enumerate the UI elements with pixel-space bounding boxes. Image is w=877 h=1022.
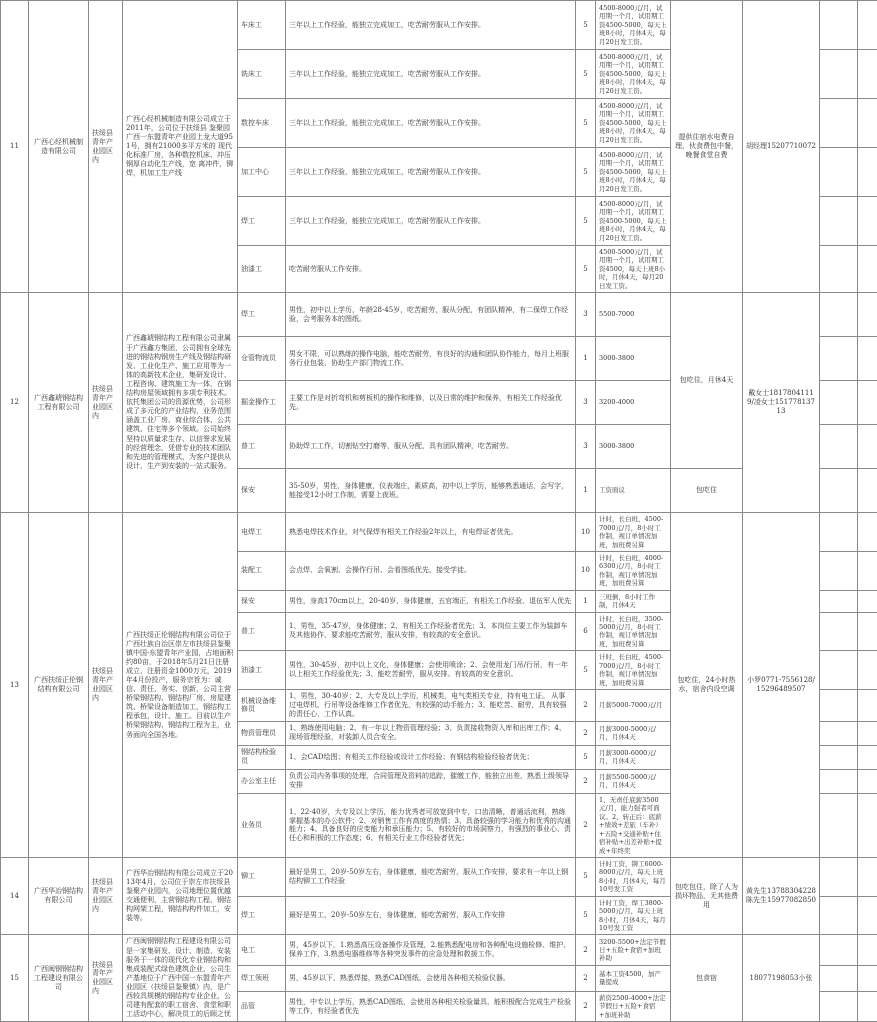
company-contact: 小罗0771-7556128/15296489507 xyxy=(743,513,820,858)
job-headcount: 10 xyxy=(576,513,596,552)
company-location: 扶绥县青年产业园区内 xyxy=(89,935,123,1022)
company-contact: 戴女士18178041119/凌女士15177813713 xyxy=(743,293,820,513)
empty-cell xyxy=(858,857,877,896)
job-requirement: 三年以上工作经验，能独立完成加工，吃苦耐劳服从工作安排。 xyxy=(286,197,576,246)
job-pay: 工资面议 xyxy=(596,469,671,513)
empty-cell xyxy=(858,935,877,965)
job-pay: 4500-5000元/月，试用期一个月，试用期工资4500，每天上班8小时，月休4天，每月20日发工资。 xyxy=(596,246,671,293)
empty-cell xyxy=(858,197,877,246)
welfare-extra: 包吃住 xyxy=(671,469,743,513)
empty-cell xyxy=(820,769,858,793)
company-no: 12 xyxy=(1,293,29,513)
empty-cell xyxy=(858,721,877,745)
job-pay: 计时，长白班，3500-5000元/月，8小时工作制，视订单情况加班，加班费另算 xyxy=(596,612,671,651)
empty-cell xyxy=(820,690,858,722)
company-location: 扶绥县青年产业园区内 xyxy=(89,293,123,513)
company-location: 扶绥县青年产业园区内 xyxy=(89,1,123,293)
job-headcount: 2 xyxy=(576,690,596,722)
empty-cell xyxy=(858,769,877,793)
company-name: 广西闽钢钢结构工程建设有限公司 xyxy=(29,935,89,1022)
job-requirement: 1、熟练使用电脑；2、有一年以上物资管理经验；3、负责接收物资入库和出库工作；4、现场管理经验，对装卸人员合安全。 xyxy=(286,721,576,745)
table-row xyxy=(1,513,877,552)
job-title: 油漆工 xyxy=(238,246,286,293)
empty-cell xyxy=(858,50,877,99)
job-title: 电焊工 xyxy=(238,513,286,552)
job-title: 焊工领班 xyxy=(238,965,286,991)
job-requirement: 1、男性，35-47岁，身体健康；2、有相关工作经验者优先；3、本岗位主要工作为装卸车及其他协作，要求能吃苦耐劳，服从安排，有较高的安全意识。 xyxy=(286,612,576,651)
table-row xyxy=(1,1,877,50)
empty-cell xyxy=(820,148,858,197)
job-requirement: 负责公司内务事项的处理，合同管理及资料的追踪，催缴工作，能独立出差，熟悉上级领导安排 xyxy=(286,769,576,793)
company-name: 广西华冶钢结构有限公司 xyxy=(29,857,89,935)
company-name: 广西扶绥正伦钢结构有限公司 xyxy=(29,513,89,858)
job-pay: 月薪5000-7000元/月 xyxy=(596,690,671,722)
job-requirement: 1、会CAD绘图；有相关工作经验或设计工作经验；有钢结构检验经验者优先； xyxy=(286,745,576,769)
empty-cell xyxy=(858,469,877,513)
job-title: 仓管物流员 xyxy=(238,337,286,381)
job-headcount: 2 xyxy=(576,965,596,991)
job-requirement: 主要工作是对折弯机和剪板机的操作和维修，以及日常的维护和保养，有相关工作经验优先。 xyxy=(286,381,576,425)
job-requirement: 男性，身高170cm以上，20-40岁，身体健康，五官端正，有相关工作经验、退伍军人优先 xyxy=(286,590,576,612)
job-headcount: 5 xyxy=(576,50,596,99)
job-headcount: 5 xyxy=(576,896,596,935)
job-title: 品管 xyxy=(238,991,286,1021)
job-headcount: 1 xyxy=(576,337,596,381)
job-title: 车床工 xyxy=(238,1,286,50)
job-requirement: 男女不限，可以熟练的操作电脑，能吃苦耐劳，有良好的沟通和团队协作能力，每月上班服务行业包装，协助生产部门物流工作。 xyxy=(286,337,576,381)
empty-cell xyxy=(820,991,858,1021)
empty-cell xyxy=(858,293,877,337)
company-no: 15 xyxy=(1,935,29,1022)
job-pay: 计时，长白班，4500-7000元/月，8小时工作制，视订单情况加班，加班费另算 xyxy=(596,651,671,690)
job-title: 掘金操作工 xyxy=(238,381,286,425)
job-title: 装配工 xyxy=(238,551,286,590)
empty-cell xyxy=(858,690,877,722)
empty-cell xyxy=(858,612,877,651)
job-pay: 月薪3000-5000元/月，月休4天 xyxy=(596,721,671,745)
empty-cell xyxy=(820,1,858,50)
empty-cell xyxy=(858,148,877,197)
job-requirement: 男性，30-45岁，初中以上文化，身体健康；会使用喷涂；2、会使用龙门吊/行吊，有一年以上相关工作经验优先；3、能吃苦耐劳，服从安排。有较高的安全意识。 xyxy=(286,651,576,690)
empty-cell xyxy=(858,425,877,469)
job-requirement: 三年以上工作经验，能独立完成加工，吃苦耐劳服从工作安排。 xyxy=(286,99,576,148)
job-headcount: 2 xyxy=(576,769,596,793)
job-title: 焊工 xyxy=(238,197,286,246)
job-headcount: 1 xyxy=(576,469,596,513)
company-intro: 广西心经机械制造有限公司成立于2011年，公司位于扶绥县 鉴聚园广西一东盟青年产业园上龙大道951号，拥有21000多平方米的 现代化标准厂房，各种数控机床、冲压钢厚自动化生产线，宽 离冲件，铆焊，机加工生产线 xyxy=(123,1,238,293)
job-title: 加工中心 xyxy=(238,148,286,197)
job-headcount: 10 xyxy=(576,551,596,590)
company-location: 扶绥县青年产业园区内 xyxy=(89,513,123,858)
job-headcount: 1 xyxy=(576,590,596,612)
empty-cell xyxy=(820,337,858,381)
job-title: 普工 xyxy=(238,425,286,469)
job-title: 电工 xyxy=(238,935,286,965)
company-intro: 广西鑫琥钢结构工程有限公司隶属于广西鑫方集团，公司拥有全球先进的钢结构钢房生产线及钢结构研发、工业化生产、施工应用等为一体的高新技术企业，集研发设计、工程咨询、建筑施工为一体，在钢结构房屋领域拥有多项专利技术。依托集团公司的资源优势，公司形成了多元化的产业结构，业务范围涵盖工业厂房、商业综合体、公共建筑、住宅等多个领域。公司始终坚持以质量求生存、以信誉求发展的经营理念，凭借专业的技术团队和先进的管理模式，为客户提供从设计、生产到安装的一站式服务。 xyxy=(123,293,238,513)
job-pay: 4500-8000元/月，试用期一个月，试用期工资4500-5000，每天上班8小时，月休4天，每月20日发工资。 xyxy=(596,50,671,99)
job-requirement: 男性，中专以上学历，熟悉CAD图纸，会使用各种相关检验量具，能积极配合完成生产检验等工作，有经验者优先 xyxy=(286,991,576,1021)
job-pay: 4500-8000元/月，试用期一个月，试用期工资4500-5000，每天上班8小时，月休4天，每月20日发工资。 xyxy=(596,99,671,148)
table-body xyxy=(1,1,877,1022)
company-no: 13 xyxy=(1,513,29,858)
company-welfare: 包食宿 xyxy=(671,935,743,1022)
job-pay: 基本工资4500，加产量提成 xyxy=(596,965,671,991)
empty-cell xyxy=(858,513,877,552)
job-pay: 薪资2500-4000+法定节假日+五险+食宿+加班补助 xyxy=(596,991,671,1021)
job-requirement: 35-50岁，男性，身体健康，仪表端庄，素质高，初中以上学历，能够熟悉通话，会写字，能接受12小时工作制，需要上夜班。 xyxy=(286,469,576,513)
job-pay: 3200-5500+法定节假日+五险+食宿+加班补助 xyxy=(596,935,671,965)
job-title: 铣床工 xyxy=(238,50,286,99)
job-pay: 4500-8000元/月，试用期一个月，试用期工资4500-5000，每天上班8小时，月休4天，每月20日发工资。 xyxy=(596,1,671,50)
empty-cell xyxy=(820,293,858,337)
job-pay: 计时，长白班，4000-6300元/月，8小时工作制，视订单情况加班，加班费另算 xyxy=(596,551,671,590)
job-pay: 三班倒，8小时工作制，月休4天 xyxy=(596,590,671,612)
job-headcount: 2 xyxy=(576,721,596,745)
empty-cell xyxy=(858,965,877,991)
job-pay: 4500-8000元/月，试用期一个月，试用期工资4500-5000，每天上班8小时，月休4天，每月20日发工资。 xyxy=(596,197,671,246)
job-title: 业务员 xyxy=(238,793,286,857)
job-requirement: 男性，初中以上学历，年龄28-45岁，吃苦耐劳，服从分配，有团队精神，有二保焊工作经验，会考服务本的图纸。 xyxy=(286,293,576,337)
job-pay: 月薪3000-6000元/月，月休4天 xyxy=(596,745,671,769)
empty-cell xyxy=(820,425,858,469)
empty-cell xyxy=(858,381,877,425)
empty-cell xyxy=(820,857,858,896)
job-requirement: 最好是男工，20岁-50岁左右，身体健康，能吃苦耐劳，服从工作安排，要求有一年以上钢结构铆工工作经验 xyxy=(286,857,576,896)
empty-cell xyxy=(820,721,858,745)
job-requirement: 会点焊、会氧割、会操作行吊、会看图纸优先，接受学徒。 xyxy=(286,551,576,590)
job-headcount: 5 xyxy=(576,246,596,293)
empty-cell xyxy=(820,793,858,857)
empty-cell xyxy=(858,793,877,857)
company-contact: 胡经理15207710072 xyxy=(743,1,820,293)
job-pay: 5500-7000 xyxy=(596,293,671,337)
company-location: 扶绥县青年产业园区内 xyxy=(89,857,123,935)
empty-cell xyxy=(820,197,858,246)
job-title: 机械设备维修员 xyxy=(238,690,286,722)
job-pay: 3200-4000 xyxy=(596,381,671,425)
company-welfare: 包吃包住，除了人为损坏物品，无其他费用 xyxy=(671,857,743,935)
job-headcount: 2 xyxy=(576,991,596,1021)
job-title: 普工 xyxy=(238,612,286,651)
empty-cell xyxy=(820,50,858,99)
empty-cell xyxy=(820,246,858,293)
job-title: 数控车床 xyxy=(238,99,286,148)
job-requirement: 三年以上工作经验，能独立完成加工，吃苦耐劳服从工作安排。 xyxy=(286,148,576,197)
empty-cell xyxy=(858,99,877,148)
company-welfare: 包吃住，24小时热水，宿舍内设空调 xyxy=(671,513,743,858)
company-welfare: 提供住宿水电费自理，伙食费包中餐，晚餐食堂自费 xyxy=(671,1,743,293)
job-headcount: 5 xyxy=(576,857,596,896)
company-intro: 广西闽钢钢结构工程建设有限公司是一家集研发、设计、制造、安装服务于一体的现代化专业钢结构和集成装配式绿色建筑企业，公司生产基地位于广西中国一东盟青年产业园区（扶绥县鉴聚镇）内，是广西较具规模的钢结构专业企业，公司建有配套的职工宿舍、食堂和职工活动中心，解决员工的后顾之忧 xyxy=(123,935,238,1022)
job-pay: 计时，长白班，4500-7000元/月，8小时工作制，视订单情况加班，加班费另算 xyxy=(596,513,671,552)
empty-cell xyxy=(858,1,877,50)
job-title: 保安 xyxy=(238,590,286,612)
job-title: 钢结构检验员 xyxy=(238,745,286,769)
company-name: 广西心经机械制造有限公司 xyxy=(29,1,89,293)
job-title: 油漆工 xyxy=(238,651,286,690)
job-pay: 3000-3800 xyxy=(596,337,671,381)
job-headcount: 5 xyxy=(576,197,596,246)
company-name: 广西鑫琥钢结构工程有限公司 xyxy=(29,293,89,513)
job-requirement: 三年以上工作经验，能独立完成加工，吃苦耐劳服从工作安排。 xyxy=(286,50,576,99)
empty-cell xyxy=(820,551,858,590)
job-headcount: 5 xyxy=(576,1,596,50)
table-row xyxy=(1,935,877,965)
job-requirement: 协助焊工工作，切割钻空打磨等，服从分配，具有团队精神，吃苦耐劳。 xyxy=(286,425,576,469)
job-headcount: 3 xyxy=(576,293,596,337)
job-pay: 4500-8000元/月，试用期一个月，试用期工资4500-5000，每天上班8小时，月休4天，每月20日发工资。 xyxy=(596,148,671,197)
job-headcount: 5 xyxy=(576,99,596,148)
job-title: 铆工 xyxy=(238,857,286,896)
job-title: 焊工 xyxy=(238,896,286,935)
empty-cell xyxy=(820,381,858,425)
empty-cell xyxy=(820,745,858,769)
job-title: 办公室主任 xyxy=(238,769,286,793)
job-pay: 1、无责任底薪3500元/月，能力强者可面议。2、转正后：底薪+绩效+差旅（车补）+五险+交通补贴+住宿补贴+出差补贴+提成+年终奖 xyxy=(596,793,671,857)
job-pay: 月薪5500-5000元/月，月休4天 xyxy=(596,769,671,793)
company-no: 11 xyxy=(1,1,29,293)
empty-cell xyxy=(820,935,858,965)
company-intro: 广西扶绥正伦钢结构有限公司位于广西壮族自治区崇左市扶绥县鉴聚镇中国-东盟青年产业园，占地面积约80亩，于2018年5月21日注册成立，注册资金1000万元，2019年4月份投产，服务宗旨为：诚信、责任、务实、创新，公司主营桥梁钢结构、钢结构厂房、房屋建筑、桥梁设备制造加工，钢结构工程承包，设计、施工。目前以生产桥梁钢结构、钢结构工程为主，业务面向全国各地。 xyxy=(123,513,238,858)
job-headcount: 5 xyxy=(576,651,596,690)
empty-cell xyxy=(820,513,858,552)
table-row xyxy=(1,293,877,337)
empty-cell xyxy=(820,651,858,690)
empty-cell xyxy=(858,246,877,293)
job-pay: 计时工资，铆工6000-8000元/月，每天上班8小时，月休4天，每月10号发工资 xyxy=(596,857,671,896)
empty-cell xyxy=(820,99,858,148)
company-intro: 广西华冶钢结构有限公司成立于2013年4月，公司位于崇左市扶绥县鉴聚产业园内，公司地理位置优越交通便利，主营钢结构工程、钢结构网架工程，钢结构构件加工，安装等。 xyxy=(123,857,238,935)
job-headcount: 5 xyxy=(576,745,596,769)
job-headcount: 5 xyxy=(576,148,596,197)
job-requirement: 吃苦耐劳服从工作安排。 xyxy=(286,246,576,293)
job-pay: 计时工资，焊工3800-5000元/月，每天上班8小时，月休4天，每月10号发工资 xyxy=(596,896,671,935)
empty-cell xyxy=(858,337,877,381)
job-requirement: 男，45岁以下，1.熟悉高压设备操作及管理，2.能熟悉配电房和各种配电设施检修、维护、保养工作，3.熟悉电器维修等各种突发事件的应急处理和救援工作。 xyxy=(286,935,576,965)
empty-cell xyxy=(858,590,877,612)
job-headcount: 3 xyxy=(576,425,596,469)
job-title: 保安 xyxy=(238,469,286,513)
job-title: 焊工 xyxy=(238,293,286,337)
table-row xyxy=(1,857,877,896)
company-welfare: 包吃住，月休4天 xyxy=(671,293,743,469)
job-requirement: 最好是男工，20岁-50岁左右，身体健康，能吃苦耐劳，服从工作安排 xyxy=(286,896,576,935)
job-requirement: 男，45岁以下，熟悉焊接，熟悉CAD图纸，会使用各种相关检验仪器。 xyxy=(286,965,576,991)
empty-cell xyxy=(858,745,877,769)
empty-cell xyxy=(820,590,858,612)
job-headcount: 6 xyxy=(576,612,596,651)
job-requirement: 三年以上工作经验，能独立完成加工，吃苦耐劳服从工作安排。 xyxy=(286,1,576,50)
job-pay: 3000-3800 xyxy=(596,425,671,469)
empty-cell xyxy=(820,965,858,991)
company-contact: 黄先生13788304228陈先生15977082850 xyxy=(743,857,820,935)
job-requirement: 1、男性，30-40岁；2、大专及以上学历，机械类，电气类相关专业，持有电工证。 从事过电焊机、行吊等设备维修工作者优先，有较强的动手能力；3、能吃苦、耐劳，具有较强的责任心，工作认真。 xyxy=(286,690,576,722)
job-title: 物资管理员 xyxy=(238,721,286,745)
empty-cell xyxy=(820,896,858,935)
empty-cell xyxy=(820,469,858,513)
company-contact: 18077198053小张 xyxy=(743,935,820,1022)
empty-cell xyxy=(820,612,858,651)
empty-cell xyxy=(858,896,877,935)
empty-cell xyxy=(858,551,877,590)
job-requirement: 1、22-40岁，大专及以上学历，能力优秀者可放宽到中专，口齿清晰，普通话流利，熟练掌握基本的办公软件；2、对销售工作有高度的热情；3、具备较强的学习能力和优秀的沟通能力；4、具备良好的应变能力和承压能力；5、有较好的市场洞察力，有强烈的事业心、责任心和积极的工作态度；6、有相关行业工作经验者优先； xyxy=(286,793,576,857)
job-headcount: 2 xyxy=(576,935,596,965)
empty-cell xyxy=(858,991,877,1021)
empty-cell xyxy=(858,651,877,690)
job-headcount: 2 xyxy=(576,793,596,857)
company-no: 14 xyxy=(1,857,29,935)
job-headcount: 3 xyxy=(576,381,596,425)
job-requirement: 熟悉电焊技术作业，对气保焊有相关工作经验2年以上，有电焊证者优先。 xyxy=(286,513,576,552)
